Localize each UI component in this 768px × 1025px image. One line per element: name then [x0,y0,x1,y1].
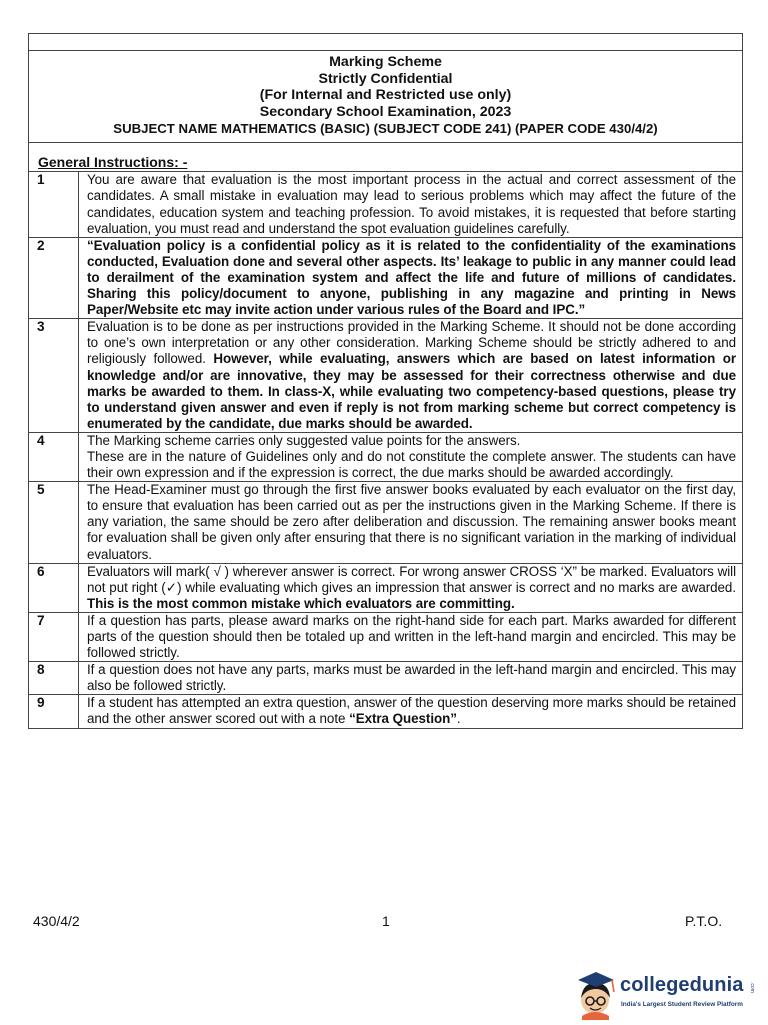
instruction-text-bold: “Evaluation policy is a confidential policy as it is related to the confidentiality of the examinations conducted, Evaluation done and several other aspects. Its’ leakage to public in any manner could lead to derailment of the examination system and affect the life and future of millions of candidates. Sharing this policy/document to anyone, publishing in any magazine and printing in News Paper/Website etc may invite action under various rules of the Board and IPC.” [87,237,736,318]
instruction-text-segment: . [456,711,461,727]
logo-tagline: India's Largest Student Review Platform [621,1001,743,1008]
instruction-number: 1 [29,172,79,237]
general-instructions-cell [29,154,743,172]
instruction-text-bold: “Extra Question” [349,711,457,727]
instruction-text-segment: You are aware that evaluation is the most important process in the actual and correct assessment of the candidates. A small mistake in evaluation may lead to serious problems which may affect the future of the candidates, education system and teaching profession. To avoid mistakes, it is requested that before starting evaluation, you must read and understand the spot evaluation guidelines carefully. [87,172,736,236]
student-mascot-icon [574,968,620,1020]
instruction-text-segment: If a student has attempted an extra question, answer of the question deserving more marks should be retained and the other answer scored out with a note [87,695,736,727]
instruction-text-segment: Evaluation is to be done as per instructions provided in the Marking Scheme. It should not be done according to one’s own interpretation or any other consideration. Marking Scheme should be strictly adhered to and religiously followed. [87,319,736,367]
instruction-number: 8 [29,662,79,695]
instruction-text [79,695,743,728]
instruction-row [29,237,743,318]
instruction-number: 3 [29,319,79,433]
footer-paper-code: 430/4/2 [33,913,80,929]
general-instructions-title: General Instructions: - [38,154,188,171]
collegedunia-logo [574,968,764,1020]
footer-pto: P.T.O. [685,913,723,929]
instruction-number: 7 [29,612,79,661]
instruction-text-bold: This is the most common mistake which evaluators are committing. [87,595,515,611]
instruction-row [29,662,743,695]
instruction-text [79,612,743,661]
instruction-text-segment: Evaluators will mark( √ ) wherever answer is correct. For wrong answer CROSS ‘X” be marked. Evaluators will not put right (✓) while evaluating which gives an impression that answer is correct and no marks are awarded. [87,563,736,595]
logo-wordmark: collegedunia [620,974,744,996]
header-title: Marking Scheme [329,54,442,70]
instruction-number: 9 [29,695,79,728]
top-spacer-row [29,34,743,51]
instruction-text [79,662,743,695]
instruction-row [29,612,743,661]
instruction-number: 5 [29,482,79,563]
document-header [29,51,743,143]
instruction-text [79,563,743,612]
gap-row [29,143,743,155]
instruction-text-segment: If a question has parts, please award marks on the right-hand side for each part. Marks awarded for different parts of the question should then be totaled up and written in the left-hand margin and encircled. This may be followed strictly. [87,612,736,661]
instruction-text-segment: The Marking scheme carries only suggested value points for the answers. [87,432,521,448]
instruction-text [79,172,743,237]
header-restricted: (For Internal and Restricted use only) [259,87,512,104]
header-exam: Secondary School Examination, 2023 [259,103,512,120]
instruction-row [29,695,743,728]
instruction-number: 2 [29,237,79,318]
header-confidential: Strictly Confidential [318,70,453,87]
instruction-row [29,432,743,481]
instruction-text-segment: If a question does not have any parts, marks must be awarded in the left-hand margin and encircled. This may also be followed strictly. [87,662,736,694]
header-subject-line: SUBJECT NAME MATHEMATICS (BASIC) (SUBJECT CODE 241) (PAPER CODE 430/4/2) [113,121,658,137]
instruction-text-bold: However, while evaluating, answers which are based on latest information or knowledge and/or are innovative, they may be assessed for their correctness otherwise and due marks be awarded to them. In class-X, while evaluating two competency-based questions, please try to understand given answer and even if reply is not from marking scheme but correct competency is enumerated by the candidate, due marks should be awarded. [87,351,736,431]
logo-suffix: .com [749,982,755,993]
footer-page-number: 1 [382,913,390,929]
instruction-row [29,172,743,237]
instruction-text-segment: These are in the nature of Guidelines only and do not constitute the complete answer. The students can have their own expression and if the expression is correct, the due marks should be awarded accordingly. [87,448,736,481]
instruction-row [29,563,743,612]
instruction-number: 6 [29,563,79,612]
instruction-text-segment: The Head-Examiner must go through the first five answer books evaluated by each evaluator on the first day, to ensure that evaluation has been carried out as per the instructions given in the Marking Scheme. If there is any variation, the same should be zero after deliberation and discussion. The remaining answer books meant for evaluation shall be given only after ensuring that there is no significant variation in the marking of individual evaluators. [87,482,736,562]
instructions-body [29,172,743,728]
instruction-text [79,237,743,318]
instruction-text [79,482,743,563]
instruction-text [79,319,743,433]
marking-scheme-sheet [28,33,742,729]
header-row [29,51,743,143]
general-instructions-row [29,154,743,172]
instruction-number: 4 [29,432,79,481]
instruction-row [29,319,743,433]
instruction-text [79,432,743,481]
instruction-row [29,482,743,563]
instructions-table [28,33,743,729]
